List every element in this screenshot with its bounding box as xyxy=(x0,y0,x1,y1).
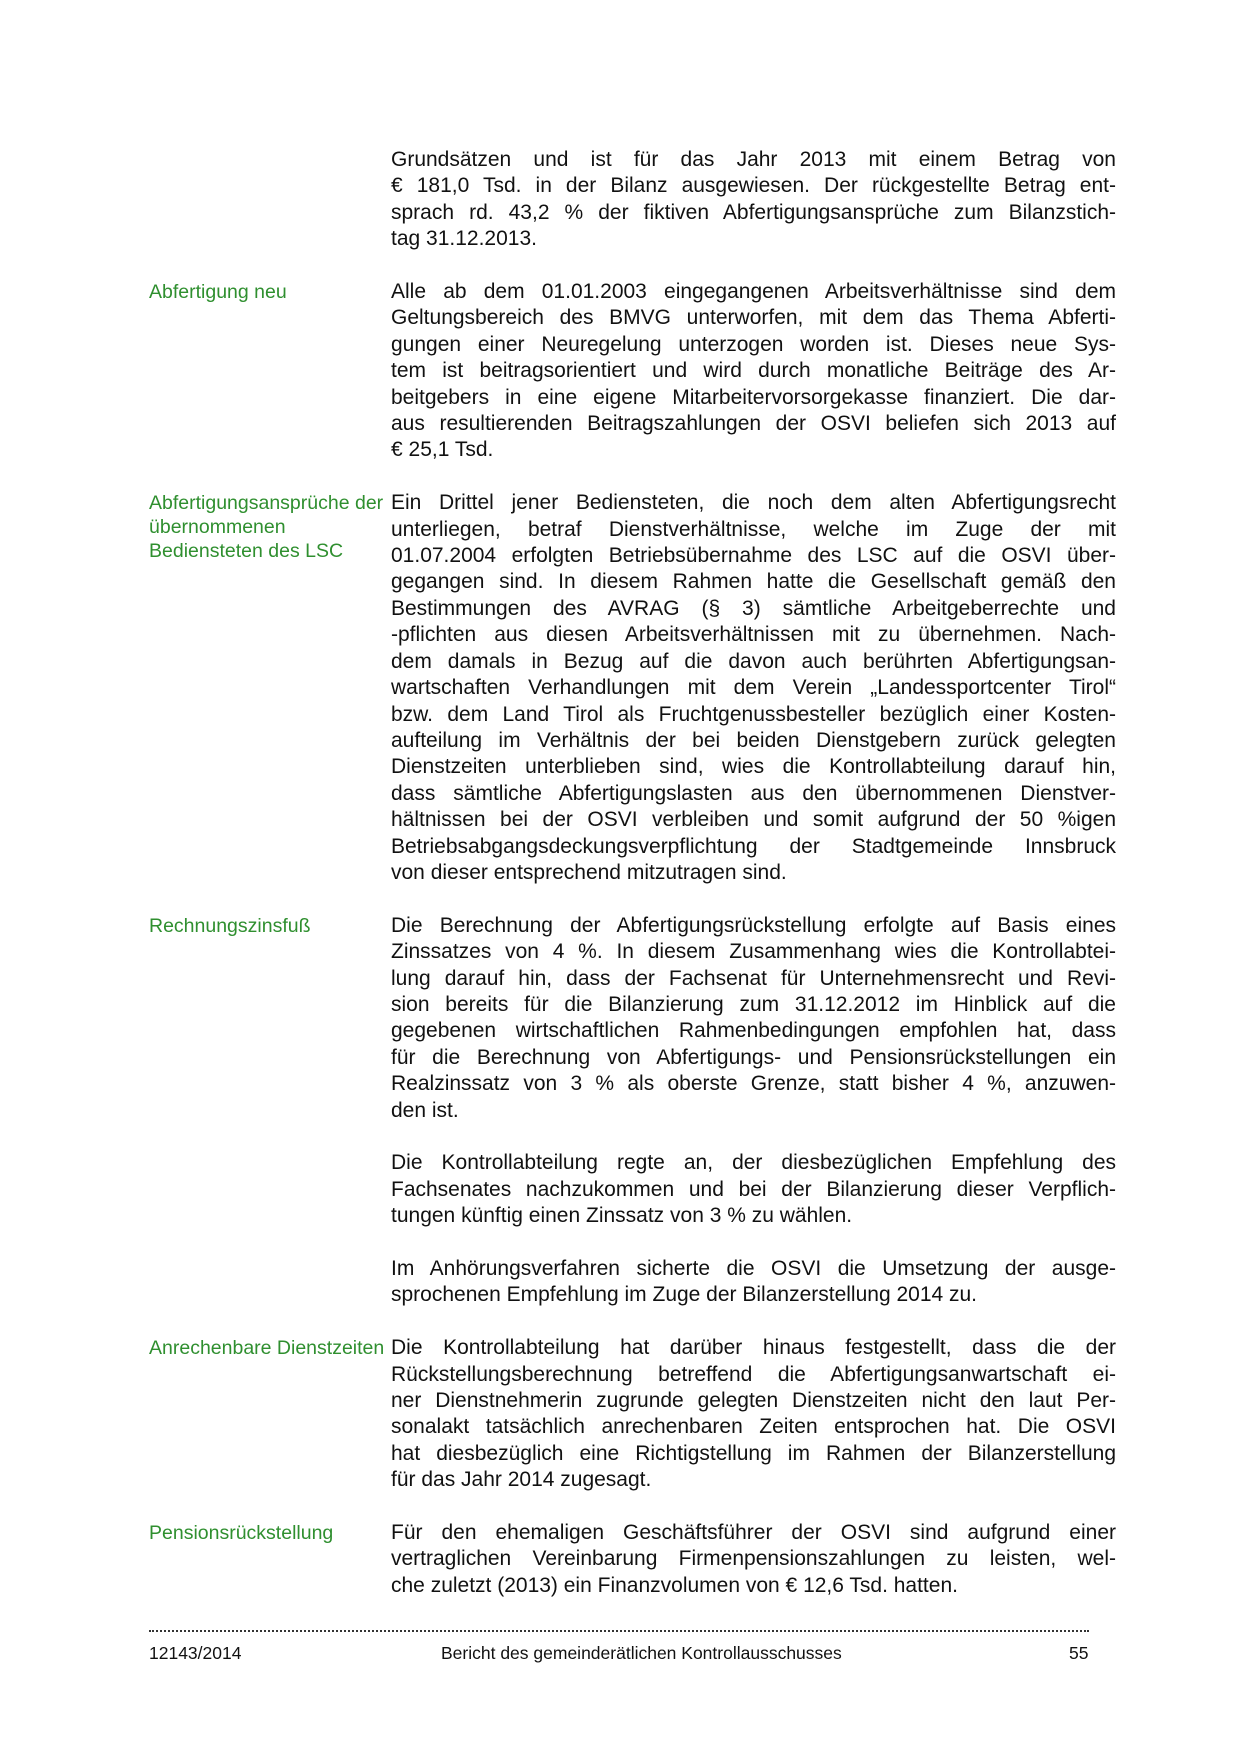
paragraph-line: Rückstellungsberechnung betreffend die Abfertigungsanwartschaft ei- xyxy=(391,1362,1116,1386)
paragraph xyxy=(391,147,1116,253)
paragraph-line: Fachsenates nachzukommen und bei der Bilanzierung dieser Verpflich- xyxy=(391,1177,1116,1201)
paragraph-line: von dieser entsprechend mitzutragen sind. xyxy=(391,860,787,884)
paragraph-line: Alle ab dem 01.01.2003 eingegangenen Arbeitsverhältnisse sind dem xyxy=(391,280,1116,304)
paragraph-line: Dienstzeiten unterblieben sind, wies die Kontrollabteilung darauf hin, xyxy=(391,755,1116,779)
paragraph-line: für das Jahr 2014 zugesagt. xyxy=(391,1468,652,1492)
footer-doc-number: 12143/2014 xyxy=(149,1643,242,1663)
paragraph-line: gungen einer Neuregelung unterzogen worden ist. Dieses neue Sys- xyxy=(391,332,1116,356)
paragraph-line: Die Kontrollabteilung regte an, der diesbezüglichen Empfehlung des xyxy=(391,1151,1116,1175)
paragraph-line: lung darauf hin, dass der Fachsenat für Unternehmensrecht und Revi- xyxy=(391,966,1116,990)
paragraph-line: Bestimmungen des AVRAG (§ 3) sämtliche Arbeitgeberrechte und xyxy=(391,596,1116,620)
footer-title: Bericht des gemeinderätlichen Kontrollausschusses xyxy=(441,1643,842,1663)
margin-heading: Abfertigungsansprüche der übernommenen Bediensteten des LSC xyxy=(149,492,384,563)
paragraph-line: gegebenen wirtschaftlichen Rahmenbedingungen empfohlen hat, dass xyxy=(391,1019,1116,1043)
paragraph-line: che zuletzt (2013) ein Finanzvolumen von € 12,6 Tsd. hatten. xyxy=(391,1573,958,1597)
section xyxy=(149,913,1116,1124)
section xyxy=(149,490,1116,886)
paragraph-line: tungen künftig einen Zinssatz von 3 % zu wählen. xyxy=(391,1204,853,1228)
paragraph-line: sprach rd. 43,2 % der fiktiven Abfertigungsansprüche zum Bilanzstich- xyxy=(391,200,1116,224)
paragraph-line: sprochenen Empfehlung im Zuge der Bilanzerstellung 2014 zu. xyxy=(391,1283,978,1307)
section xyxy=(149,147,1116,253)
paragraph-line: beitgebers in eine eigene Mitarbeitervorsorgekasse finanziert. Die dar- xyxy=(391,385,1116,409)
paragraph xyxy=(391,279,1116,464)
paragraph-line: Die Berechnung der Abfertigungsrückstellung erfolgte auf Basis eines xyxy=(391,913,1116,937)
section xyxy=(149,1520,1116,1599)
paragraph-line: Ein Drittel jener Bediensteten, die noch dem alten Abfertigungsrecht xyxy=(391,491,1116,515)
paragraph-line: tem ist beitragsorientiert und wird durch monatliche Beiträge des Ar- xyxy=(391,359,1116,383)
paragraph xyxy=(391,1150,1116,1229)
paragraph-line: sonalakt tatsächlich anrechenbaren Zeiten entsprochen hat. Die OSVI xyxy=(391,1415,1116,1439)
paragraph-line: tag 31.12.2013. xyxy=(391,227,537,251)
margin-heading xyxy=(149,1150,391,1229)
paragraph-line: Im Anhörungsverfahren sicherte die OSVI die Umsetzung der ausge- xyxy=(391,1256,1116,1280)
paragraph-line: dem damals in Bezug auf die davon auch berührten Abfertigungsan- xyxy=(391,649,1116,673)
paragraph-line: ner Dienstnehmerin zugrunde gelegten Dienstzeiten nicht den laut Per- xyxy=(391,1389,1116,1412)
paragraph-line: unterliegen, betraf Dienstverhältnisse, welche im Zuge der mit xyxy=(391,517,1116,541)
paragraph-line: gegangen sind. In diesem Rahmen hatte die Gesellschaft gemäß den xyxy=(391,570,1116,594)
paragraph-line: aufteilung im Verhältnis der bei beiden Dienstgebern zurück gelegten xyxy=(391,728,1116,752)
paragraph-line: sion bereits für die Bilanzierung zum 31.12.2012 im Hinblick auf die xyxy=(391,992,1116,1016)
paragraph-line: aus resultierenden Beitragszahlungen der OSVI beliefen sich 2013 auf xyxy=(391,412,1116,436)
paragraph-line: bzw. dem Land Tirol als Fruchtgenussbesteller bezüglich einer Kosten- xyxy=(391,702,1116,726)
paragraph-line: Geltungsbereich des BMVG unterworfen, mit dem das Thema Abferti- xyxy=(391,306,1116,330)
footer-page-number: 55 xyxy=(1069,1643,1089,1663)
paragraph-line: Für den ehemaligen Geschäftsführer der OSVI sind aufgrund einer xyxy=(391,1521,1116,1545)
paragraph xyxy=(391,1256,1116,1309)
margin-heading: Pensionsrückstellung xyxy=(149,1522,334,1545)
paragraph-line: hältnissen bei der OSVI verbleiben und somit aufgrund der 50 %igen xyxy=(391,808,1116,832)
section xyxy=(149,1150,1116,1229)
paragraph-line: dass sämtliche Abfertigungslasten aus den übernommenen Dienstver- xyxy=(391,781,1116,805)
paragraph-line: vertraglichen Vereinbarung Firmenpensionszahlungen zu leisten, wel- xyxy=(391,1547,1116,1571)
paragraph-line: Zinssatzes von 4 %. In diesem Zusammenhang wies die Kontrollabtei- xyxy=(391,940,1116,964)
paragraph xyxy=(391,913,1116,1124)
paragraph-line: 01.07.2004 erfolgten Betriebsübernahme des LSC auf die OSVI über- xyxy=(391,544,1116,568)
paragraph xyxy=(391,490,1116,886)
paragraph xyxy=(391,1520,1116,1599)
paragraph-line: für die Berechnung von Abfertigungs- und Pensionsrückstellungen ein xyxy=(391,1045,1116,1069)
paragraph-line: € 181,0 Tsd. in der Bilanz ausgewiesen. Der rückgestellte Betrag ent- xyxy=(391,174,1116,198)
paragraph-line: € 25,1 Tsd. xyxy=(391,438,494,462)
margin-heading xyxy=(149,1256,391,1309)
paragraph-line: -pflichten aus diesen Arbeitsverhältnissen mit zu übernehmen. Nach- xyxy=(391,623,1116,647)
paragraph-line: Die Kontrollabteilung hat darüber hinaus festgestellt, dass die der xyxy=(391,1336,1116,1360)
section xyxy=(149,1335,1116,1493)
section xyxy=(149,279,1116,464)
page-content xyxy=(149,147,1116,1626)
paragraph-line: Betriebsabgangsdeckungsverpflichtung der Stadtgemeinde Innsbruck xyxy=(391,834,1116,858)
paragraph-line: hat diesbezüglich eine Richtigstellung im Rahmen der Bilanzerstellung xyxy=(391,1441,1116,1465)
paragraph xyxy=(391,1335,1116,1493)
paragraph-line: Realzinssatz von 3 % als oberste Grenze, statt bisher 4 %, anzuwen- xyxy=(391,1072,1116,1096)
paragraph-line: wartschaften Verhandlungen mit dem Verein „Landessportcenter Tirol“ xyxy=(391,676,1116,700)
paragraph-line: Grundsätzen und ist für das Jahr 2013 mit einem Betrag von xyxy=(391,148,1116,171)
section xyxy=(149,1256,1116,1309)
margin-heading xyxy=(149,147,391,253)
footer-divider xyxy=(149,1630,1089,1632)
margin-heading: Anrechenbare Dienstzeiten xyxy=(149,1337,385,1360)
margin-heading: Abfertigung neu xyxy=(149,281,287,304)
paragraph-line: den ist. xyxy=(391,1098,459,1122)
margin-heading: Rechnungszinsfuß xyxy=(149,914,311,937)
